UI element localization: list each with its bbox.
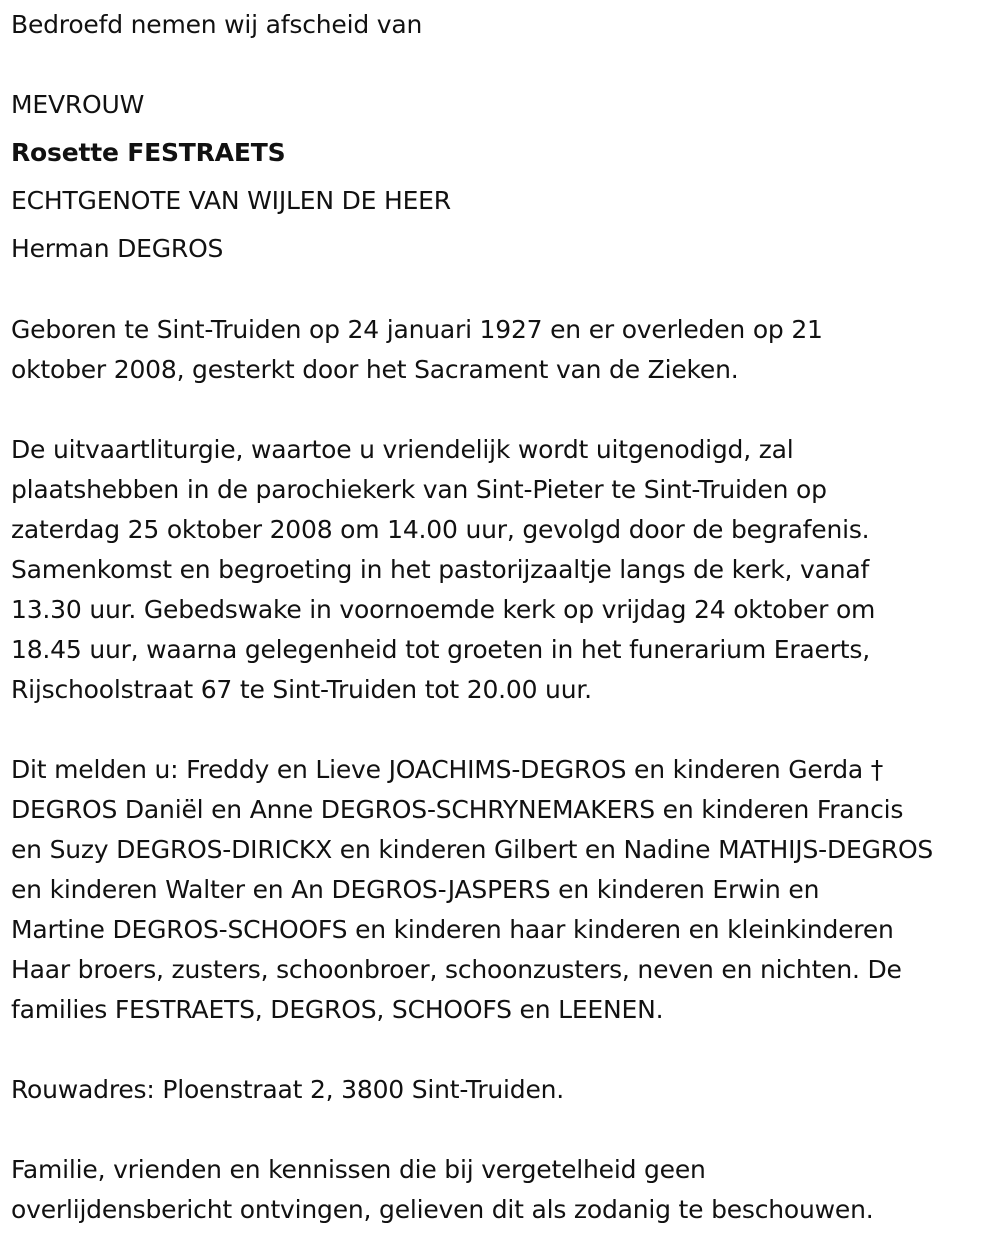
funeral-line: Rijschoolstraat 67 te Sint-Truiden tot 20.00 uur. (11, 675, 592, 704)
funeral-line: De uitvaartliturgie, waartoe u vriendelijk wordt uitgenodigd, zal (11, 435, 794, 464)
closing-line: Familie, vrienden en kennissen die bij vergetelheid geen (11, 1155, 706, 1184)
family-line: en kinderen Walter en An DEGROS-JASPERS en kinderen Erwin en (11, 875, 820, 904)
birth-line: oktober 2008, gesterkt door het Sacrament van de Zieken. (11, 355, 739, 384)
funeral-line: Samenkomst en begroeting in het pastorijzaaltje langs de kerk, vanaf (11, 555, 870, 584)
funeral-line: 18.45 uur, waarna gelegenheid tot groeten in het funerarium Eraerts, (11, 635, 870, 664)
family-line: en Suzy DEGROS-DIRICKX en kinderen Gilbert en Nadine MATHIJS-DEGROS (11, 835, 934, 864)
intro-text: Bedroefd nemen wij afscheid van (11, 10, 423, 39)
birth-line: Geboren te Sint-Truiden op 24 januari 1927 en er overleden op 21 (11, 315, 823, 344)
mourning-address: Rouwadres: Ploenstraat 2, 3800 Sint-Truiden. (11, 1075, 565, 1104)
funeral-line: plaatshebben in de parochiekerk van Sint-Pieter te Sint-Truiden op (11, 475, 827, 504)
deceased-name: Rosette FESTRAETS (11, 138, 286, 167)
relation-text: ECHTGENOTE VAN WIJLEN DE HEER (11, 186, 451, 215)
spouse-name: Herman DEGROS (11, 234, 224, 263)
family-line: Dit melden u: Freddy en Lieve JOACHIMS-DEGROS en kinderen Gerda † (11, 755, 884, 784)
family-line: Martine DEGROS-SCHOOFS en kinderen haar kinderen en kleinkinderen (11, 915, 894, 944)
closing-line: overlijdensbericht ontvingen, gelieven dit als zodanig te beschouwen. (11, 1195, 874, 1224)
funeral-paragraph (11, 430, 875, 710)
family-line: DEGROS Daniël en Anne DEGROS-SCHRYNEMAKERS en kinderen Francis (11, 795, 904, 824)
family-line: families FESTRAETS, DEGROS, SCHOOFS en LEENEN. (11, 995, 664, 1024)
closing-paragraph (11, 1150, 874, 1230)
family-line: Haar broers, zusters, schoonbroer, schoonzusters, neven en nichten. De (11, 955, 902, 984)
funeral-line: zaterdag 25 oktober 2008 om 14.00 uur, gevolgd door de begrafenis. (11, 515, 870, 544)
funeral-line: 13.30 uur. Gebedswake in voornoemde kerk op vrijdag 24 oktober om (11, 595, 876, 624)
honorific-title: MEVROUW (11, 90, 145, 119)
birth-paragraph (11, 310, 823, 390)
family-paragraph (11, 750, 933, 1030)
